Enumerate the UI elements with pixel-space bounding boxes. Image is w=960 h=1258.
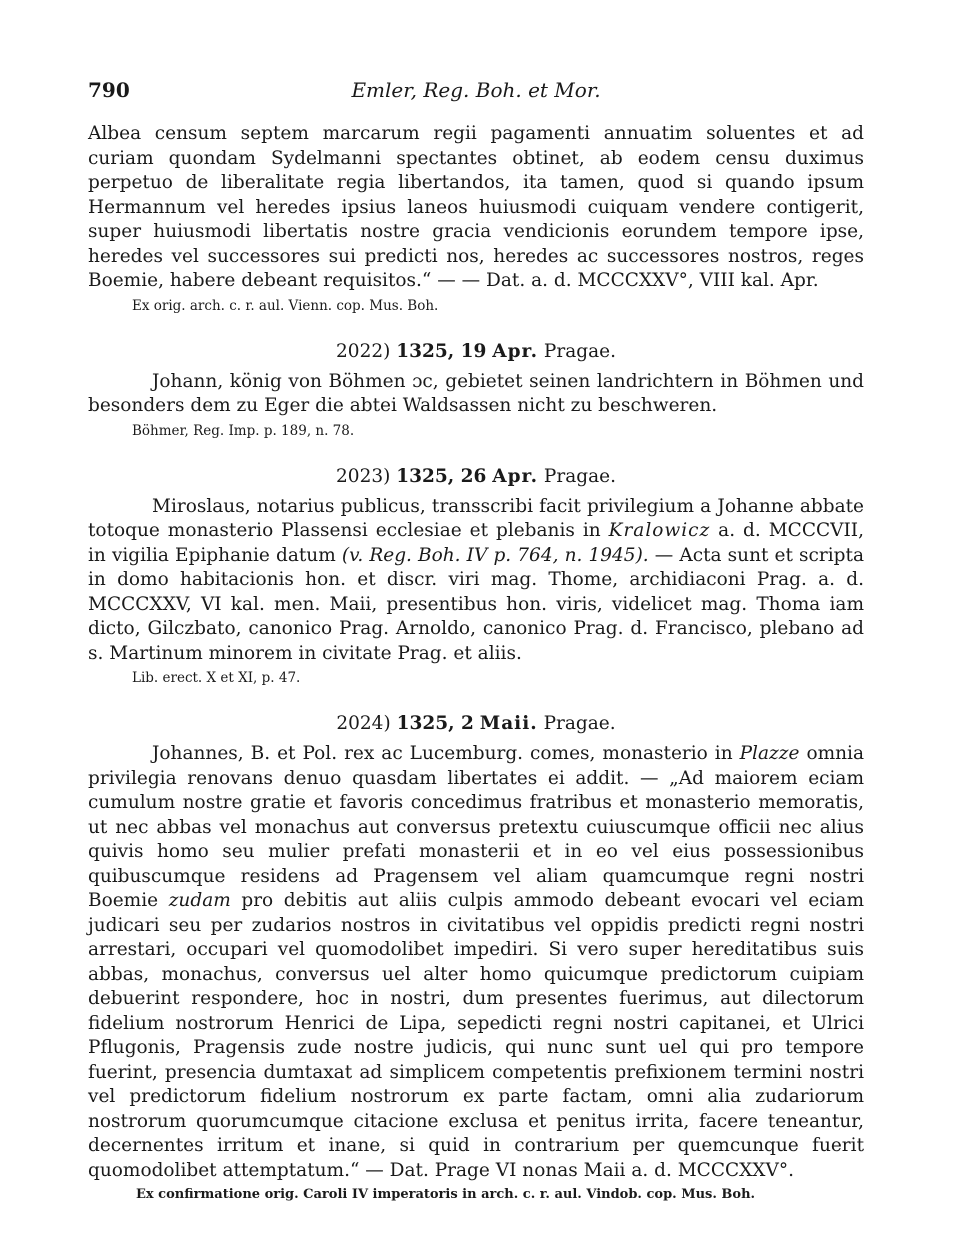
intro-paragraph: Albea censum septem marcarum regii pagamenti annuatim soluentes et ad curiam quondam Sydelmanni spectantes obtinet, ab eodem censu duximus perpetuo de liberalitate regia libertandos, ita tamen, quod si quando ipsum Hermannum vel heredes ipsius laneos huiusmodi cuiquam vendere contigerit, super huiusmodi libertatis nostre gracia vendicionis eorundem tempore ipse, heredes vel successores sui predicti nos, heredes ac successores nostros, reges Boemie, habere debeant requisitos.“ — — Dat. a. d. MCCCXXV°, VIII kal. Apr.: [88, 123, 864, 291]
entry-2024-text-a: Johannes, B. et Pol. rex ac Lucemburg. comes, monasterio in: [152, 743, 740, 764]
entry-2023-reference: (v. Reg. Boh. IV p. 764, n. 1945).: [341, 544, 649, 566]
entry-date: 1325, 19: [396, 340, 487, 362]
entry-place: Pragae.: [543, 465, 616, 487]
entry-2024-source: Ex confirmatione orig. Caroli IV imperatoris in arch. c. r. aul. Vindob. cop. Mus. Boh.: [136, 1187, 756, 1202]
entry-2024-text: [88, 742, 864, 1183]
entry-2023-text-a: Miroslaus, notarius publicus, transscribi facit privilegium a Johanne abbate totoque monasterio Plassensi ecclesiae et plebanis in: [88, 495, 864, 541]
entry-2024-text-c: pro debitis aut aliis culpis ammodo debeant evocari vel eciam judicari seu per zudarios nostros in civitatibus vel oppidis predicti regni nostri arrestari, occupari vel quomodolibet impediri. Si vero super hereditatibus suis abbas, monachus, conversus uel alter homo quicumque predictorum cuipiam debuerint respondere, hoc in nostri, dum presentes fuerimus, aut dilectorum fidelium nostrorum Henrici de Lipa, sepedicti regni nostri capitanei, et Ulrici Pflugonis, Pragensis zude nostre judicis, qui nunc sunt uel qui pro tempore fuerint, presencia dumtaxat ad simplicem competentis prefixionem termini nostri vel predictorum fidelium nostrorum ex parte factam, omni alia zudariorum nostrorum quorumcumque citacione exclusa et penitus irrita, facere teneantur, decernentes irritum et inane, si quid in contrarium per quemcunque fuerit quomodolibet attemptatum.“ — Dat. Prage VI nonas Maii a. d. MCCCXXV°.: [88, 890, 864, 1181]
entry-2023-heading: [88, 465, 864, 489]
entry-month: Apr.: [492, 465, 539, 487]
entry-number: 2023): [336, 465, 391, 487]
entry-date: 1325, 26: [396, 465, 487, 487]
entry-2024-heading: [88, 712, 864, 736]
entry-2022-text: Johann, könig von Böhmen ɔc, gebietet seinen landrichtern in Böhmen und besonders dem zu Eger die abtei Waldsassen nicht zu beschweren.: [88, 370, 864, 416]
running-head: Emler, Reg. Boh. et Mor.: [351, 78, 601, 102]
entry-date: 1325, 2: [396, 713, 474, 734]
entry-number: 2024): [336, 713, 391, 734]
intro-source: Ex orig. arch. c. r. aul. Vienn. cop. Mus. Boh.: [132, 297, 439, 314]
entry-2024-place: Plazze: [739, 743, 800, 764]
entry-place: Pragae.: [543, 713, 616, 734]
entry-2022-source: Böhmer, Reg. Imp. p. 189, n. 78.: [132, 422, 355, 439]
entry-2022-heading: [88, 340, 864, 364]
entry-number: 2022): [336, 340, 391, 362]
entry-2023-source: Lib. erect. X et XI, p. 47.: [132, 670, 301, 686]
page-header: [88, 78, 864, 108]
entry-2024-text-b: omnia privilegia renovans denuo quasdam libertates ei addit. — „Ad maiorem eciam cumulum nostre gratie et favoris concedimus fratribus et monasterio memoratis, ut nec abbas vel monachus aut conversus pretextu cuiuscumque officii nec alius quivis homo seu mulier prefati monasterii et in eo vel eius possessionibus quibuscumque residens ad Pragensem vel aliam quamcumque regni nostri Boemie: [88, 743, 864, 911]
entry-2023-text-c: — Acta sunt et scripta in domo habitacionis hon. et discr. viri mag. Thome, archidiaconi Prag. a. d. MCCCXXV, VI kal. men. Maii, presentibus hon. viris, videlicet mag. Thoma iam dicto, Gilczbato, canonico Prag. Arnoldo, canonico Prag. d. Francisco, plebano ad s. Martinum minorem in civitate Prag. et aliis.: [88, 544, 864, 664]
document-page: [88, 78, 864, 1205]
entry-2023-text: [88, 495, 864, 667]
page-number: 790: [88, 78, 130, 102]
entry-2024-italic-word: zudam: [168, 890, 231, 911]
entry-month: Maii.: [479, 713, 538, 734]
entry-2023-place: Kralowicz: [608, 520, 711, 541]
entry-month: Apr.: [492, 340, 539, 362]
entry-place: Pragae.: [543, 340, 616, 362]
entry-2023-text-b: a. d. MCCCVII, in vigilia Epiphanie datum: [88, 520, 864, 566]
